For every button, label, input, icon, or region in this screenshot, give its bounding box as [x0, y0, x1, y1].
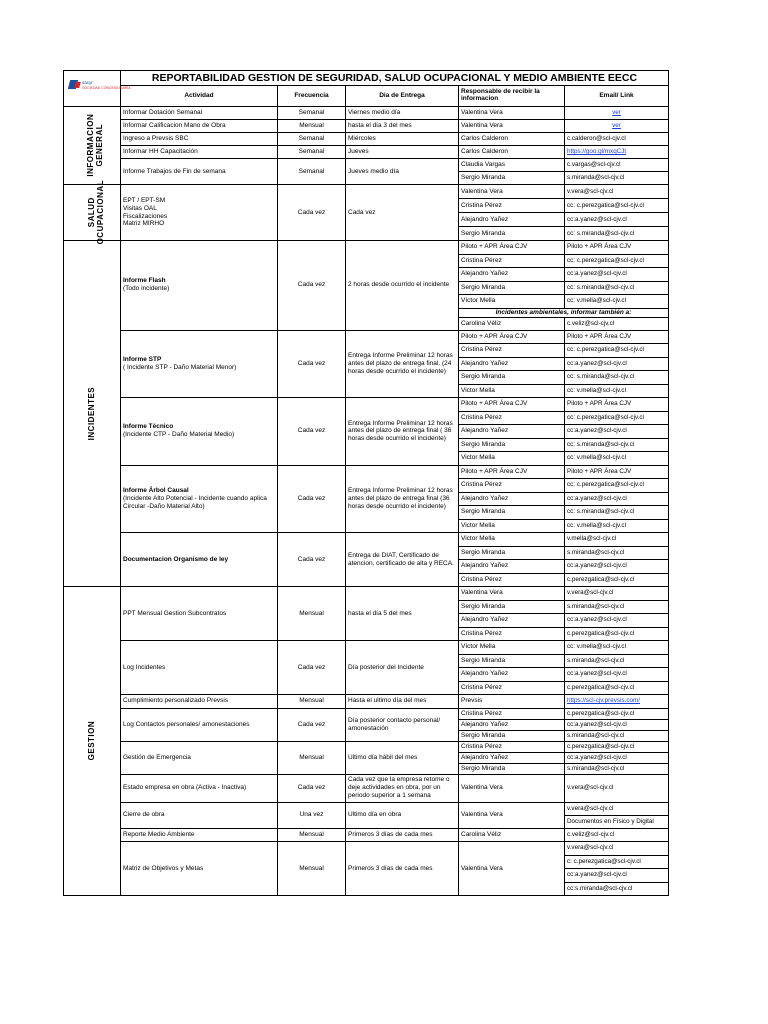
header-responsable: Responsable de recibir la informacion: [459, 86, 565, 107]
email-cell: [565, 227, 669, 241]
responsible-cell: Cristina Pérez: [459, 627, 565, 641]
responsible-cell: Cristina Pérez: [459, 708, 565, 719]
delivery-day-cell: Cada vez que la empresa retome o deje actividades en obra, por un periodo superior a 1 semana: [346, 774, 459, 802]
responsible-cell: Valentina Vera: [459, 774, 565, 802]
responsible-cell: Alejandro Yañez: [459, 492, 565, 506]
ambiental-note: Incidentes ambientales, informar también a:: [459, 308, 669, 317]
activity-line: EPT / EPT-SM: [123, 196, 166, 204]
email-cell: [565, 241, 669, 255]
frequency-cell: Cada vez: [278, 330, 346, 398]
activity-cell: Cierre de obra: [121, 802, 278, 828]
email-cell: [565, 627, 669, 641]
delivery-day-cell: Cada vez: [346, 185, 459, 241]
delivery-day-cell: Jueves medio día: [346, 159, 459, 185]
info-general-row: [64, 107, 669, 120]
email-text: cc:a.yanez@scl-cjv.cl: [567, 494, 627, 502]
email-text: c.perezgatica@scl-cjv.cl: [567, 742, 635, 750]
email-text: Piloto + APR Área CJV: [567, 243, 632, 251]
email-cell: [565, 506, 669, 520]
email-text: c.perezgatica@scl-cjv.cl: [567, 683, 635, 691]
responsible-cell: Cristina Pérez: [459, 479, 565, 493]
activity-cell: [121, 533, 278, 587]
email-cell: [565, 398, 669, 412]
activity-line: Matriz MIRHO: [123, 220, 165, 228]
incident-row: [64, 330, 669, 344]
table-body: [64, 71, 669, 896]
frequency-cell: Cada vez: [278, 185, 346, 241]
activity-cell: Log Contactos personales/ amonestaciones: [121, 708, 278, 741]
responsible-cell: Carolina Véliz: [459, 828, 565, 842]
email-text: v.mella@scl-cjv.cl: [567, 535, 617, 543]
frequency-cell: Cada vez: [278, 398, 346, 466]
email-cell: [565, 641, 669, 655]
info-general-row: [64, 133, 669, 146]
email-text: cc: v.mella@scl-cjv.cl: [567, 454, 626, 462]
email-cell: [565, 842, 669, 856]
delivery-day-cell: Jueves: [346, 146, 459, 159]
activity-cell: Informe Trabajos de Fin de semana: [121, 159, 278, 185]
delivery-day-cell: Miércoles: [346, 133, 459, 146]
email-cell: [565, 587, 669, 601]
email-text: cc: v.mella@scl-cjv.cl: [567, 643, 626, 651]
email-link[interactable]: [565, 146, 669, 159]
email-cell: [565, 560, 669, 574]
email-cell: [565, 425, 669, 439]
email-cell: [565, 763, 669, 774]
logo-brand-text: sacyr: [82, 79, 93, 85]
section-label: INFORMACION GENERAL: [86, 113, 105, 177]
responsible-cell: Prevsis: [459, 695, 565, 709]
activity-cell: PPT Mensual Gestion Subcontratos: [121, 587, 278, 641]
responsible-cell: Sergio Miranda: [459, 438, 565, 452]
activity-cell: Informar HH Capacitación: [121, 146, 278, 159]
responsible-cell: Sergio Miranda: [459, 730, 565, 741]
activity-cell: [121, 398, 278, 466]
email-cell: [565, 465, 669, 479]
responsible-cell: Carlos Calderon: [459, 146, 565, 159]
frequency-cell: Una vez: [278, 802, 346, 828]
section-label: SALUD OCUPACIONAL: [87, 179, 106, 245]
email-cell: [565, 438, 669, 452]
responsible-cell: Piloto + APR Área CJV: [459, 241, 565, 255]
email-cell: [565, 281, 669, 295]
section-info-general: [64, 107, 121, 185]
email-text: cc:s.miranda@scl-cjv.cl: [567, 884, 633, 892]
activity-subtitle: (Incidente Alto Potencial - Incidente cuando aplica Circular -Daño Material Alto): [123, 494, 267, 510]
email-text: cc: c.perezgatica@scl-cjv.cl: [567, 256, 644, 264]
gestion-row: [64, 708, 669, 719]
frequency-cell: Cada vez: [278, 774, 346, 802]
email-cell: [565, 492, 669, 506]
email-cell: [565, 254, 669, 268]
activity-cell: Log Incidentes: [121, 641, 278, 695]
email-text: c.veliz@scl-cjv.cl: [567, 830, 615, 838]
incident-row: [64, 398, 669, 412]
delivery-day-cell: Hasta el ultimo día del mes: [346, 695, 459, 709]
responsible-cell: Valentina Vera: [459, 802, 565, 828]
responsible-cell: Piloto + APR Área CJV: [459, 465, 565, 479]
activity-cell: Informar Calificacion Mano de Obra: [121, 120, 278, 133]
delivery-day-cell: hasta el día 3 del mes: [346, 120, 459, 133]
activity-title: Informe Árbol Causal: [123, 487, 189, 495]
email-cell: [565, 344, 669, 358]
responsible-cell: Claudia Vargas: [459, 159, 565, 172]
delivery-day-cell: Entrega Informe Preliminar 12 horas antes del plazo de entrega final. (24 horas desde ocurrido el incidente): [346, 330, 459, 398]
responsible-cell: Sergio Miranda: [459, 546, 565, 560]
responsible-cell: Valentina Vera: [459, 185, 565, 199]
frequency-cell: Semanal: [278, 133, 346, 146]
delivery-day-cell: Día posterior del Incidente: [346, 641, 459, 695]
section-salud-ocupacional: [64, 179, 121, 245]
email-text: v.vera@scl-cjv.cl: [567, 844, 614, 852]
email-cell: [565, 815, 669, 828]
delivery-day-cell: Día posterior contacto personal/ amonestación: [346, 708, 459, 741]
email-text: s.miranda@scl-cjv.cl: [567, 602, 625, 610]
responsible-cell: Victor Mella: [459, 519, 565, 533]
responsible-cell: Alejandro Yañez: [459, 719, 565, 730]
link-text[interactable]: ver: [612, 109, 621, 117]
email-cell: [565, 159, 669, 172]
activity-subtitle: ( Incidente STP - Daño Material Menor): [123, 363, 237, 371]
email-text: Piloto + APR Área CJV: [567, 400, 632, 408]
email-cell: [565, 802, 669, 815]
activity-cell: Matriz de Objetivos y Metas: [121, 842, 278, 896]
company-logo: [64, 71, 131, 107]
delivery-day-cell: Viernes medio día: [346, 107, 459, 120]
frequency-cell: Mensual: [278, 828, 346, 842]
email-cell: [565, 774, 669, 802]
activity-line: Fiscalizaciones: [123, 212, 168, 220]
email-text: cc:a.yanez@scl-cjv.cl: [567, 753, 627, 761]
frequency-cell: Semanal: [278, 159, 346, 185]
email-text: cc:a.yanez@scl-cjv.cl: [567, 720, 627, 728]
responsible-cell: Sergio Miranda: [459, 371, 565, 385]
email-cell: [565, 681, 669, 695]
email-text: cc: c.perezgatica@scl-cjv.cl: [567, 201, 644, 209]
responsible-cell: Valentina Vera: [459, 107, 565, 120]
email-text: v.vera@scl-cjv.cl: [567, 804, 614, 812]
email-text: v.vera@scl-cjv.cl: [567, 187, 614, 195]
responsible-cell: Sergio Miranda: [459, 763, 565, 774]
responsible-cell: Alejandro Yañez: [459, 213, 565, 227]
email-link[interactable]: [565, 695, 669, 709]
page-title: REPORTABILIDAD GESTION DE SEGURIDAD, SALUD OCUPACIONAL Y MEDIO AMBIENTE EECC: [121, 71, 669, 86]
responsible-cell: Alejandro Yañez: [459, 752, 565, 763]
email-link[interactable]: [565, 107, 669, 120]
email-text: cc:a.yanez@scl-cjv.cl: [567, 562, 627, 570]
email-cell: [565, 719, 669, 730]
email-cell: [565, 730, 669, 741]
activity-cell: [121, 330, 278, 398]
email-text: c.calderon@scl-cjv.cl: [567, 135, 626, 143]
email-text: Documentos en Físico y Digital: [567, 817, 654, 825]
activity-title: Informe Flash: [123, 277, 166, 285]
email-cell: [565, 479, 669, 493]
frequency-cell: Semanal: [278, 107, 346, 120]
responsible-cell: Valentina Vera: [459, 587, 565, 601]
email-link[interactable]: [565, 120, 669, 133]
email-cell: [565, 357, 669, 371]
responsible-cell: Alejandro Yañez: [459, 268, 565, 282]
responsible-cell: Valentina Vera: [459, 842, 565, 896]
email-cell: [565, 452, 669, 466]
email-text: cc: s.miranda@scl-cjv.cl: [567, 508, 635, 516]
email-text: s.miranda@scl-cjv.cl: [567, 764, 625, 772]
email-text: v.vera@scl-cjv.cl: [567, 589, 614, 597]
email-cell: [565, 855, 669, 869]
responsible-cell: Víctor Mella: [459, 641, 565, 655]
email-text: cc: v.mella@scl-cjv.cl: [567, 386, 626, 394]
email-text: s.miranda@scl-cjv.cl: [567, 174, 625, 182]
email-text: cc: s.miranda@scl-cjv.cl: [567, 283, 635, 291]
incident-row: [64, 241, 669, 255]
responsible-cell: Victor Mella: [459, 533, 565, 547]
email-cell: [565, 371, 669, 385]
responsible-cell: Victor Mella: [459, 452, 565, 466]
responsible-cell: Cristina Pérez: [459, 344, 565, 358]
responsible-cell: Víctor Mella: [459, 295, 565, 309]
email-text: c.perezgatica@scl-cjv.cl: [567, 709, 635, 717]
email-text: cc:a.yanez@scl-cjv.cl: [567, 871, 627, 879]
frequency-cell: Semanal: [278, 146, 346, 159]
email-cell: [565, 741, 669, 752]
header-email: Email/ Link: [565, 86, 669, 107]
email-text: cc:a.yanez@scl-cjv.cl: [567, 359, 627, 367]
email-cell: [565, 199, 669, 213]
email-text: c: c.perezgatica@scl-cjv.cl: [567, 857, 641, 865]
email-text: v.vera@scl-cjv.cl: [567, 784, 614, 792]
delivery-day-cell: Primeros 3 días de cada mes: [346, 828, 459, 842]
activity-cell: Cumplimiento personalizado Prevsis: [121, 695, 278, 709]
email-cell: [565, 546, 669, 560]
email-text: cc: s.miranda@scl-cjv.cl: [567, 229, 635, 237]
frequency-cell: Cada vez: [278, 641, 346, 695]
gestion-row: [64, 842, 669, 856]
responsible-cell: Cristina Pérez: [459, 573, 565, 587]
frequency-cell: Cada vez: [278, 465, 346, 533]
gestion-row: [64, 741, 669, 752]
link-text[interactable]: ver: [612, 122, 621, 130]
email-text: cc: v.mella@scl-cjv.cl: [567, 521, 626, 529]
email-text: Piloto + APR Área CJV: [567, 332, 632, 340]
email-text: cc: c.perezgatica@scl-cjv.cl: [567, 481, 644, 489]
frequency-cell: Mensual: [278, 120, 346, 133]
responsible-cell: Sergio Miranda: [459, 227, 565, 241]
email-cell: [565, 752, 669, 763]
email-text: cc:a.yanez@scl-cjv.cl: [567, 270, 627, 278]
email-cell: [565, 533, 669, 547]
email-cell: [565, 330, 669, 344]
activity-subtitle: (Todo incidente): [123, 285, 170, 293]
responsible-cell: Cristina Pérez: [459, 199, 565, 213]
header-row: [64, 86, 669, 107]
activity-title: Informe STP: [123, 355, 162, 363]
responsible-cell: Victor Mella: [459, 384, 565, 398]
delivery-day-cell: Entrega de DIAT, Certificado de atencion, certificado de alta y RECA.: [346, 533, 459, 587]
header-dia: Dia de Entrega: [346, 86, 459, 107]
email-cell: [565, 172, 669, 185]
responsible-cell: Alejandro Yañez: [459, 668, 565, 682]
email-cell: [565, 317, 669, 330]
responsible-cell: Piloto + APR Área CJV: [459, 330, 565, 344]
activity-cell: [121, 465, 278, 533]
email-text: cc:a.yanez@scl-cjv.cl: [567, 215, 627, 223]
delivery-day-cell: Ultimo día en obra: [346, 802, 459, 828]
responsible-cell: Carolina Véliz: [459, 317, 565, 330]
email-cell: [565, 519, 669, 533]
responsible-cell: Cristina Pérez: [459, 411, 565, 425]
email-text: cc: s.miranda@scl-cjv.cl: [567, 373, 635, 381]
email-text: Piloto + APR Área CJV: [567, 467, 632, 475]
responsible-cell: Cristina Pérez: [459, 254, 565, 268]
link-text[interactable]: https://goo.gl/mxqCJt: [567, 148, 627, 156]
frequency-cell: Mensual: [278, 741, 346, 774]
email-text: cc:a.yanez@scl-cjv.cl: [567, 427, 627, 435]
section-incidentes: [64, 241, 121, 587]
header-actividad: Actividad: [121, 86, 278, 107]
email-text: cc: v.mella@scl-cjv.cl: [567, 297, 626, 305]
frequency-cell: Cada vez: [278, 708, 346, 741]
responsible-cell: Sergio Miranda: [459, 172, 565, 185]
section-gestion: [64, 587, 121, 896]
activity-cell: [121, 185, 278, 241]
responsible-cell: Carlos Calderon: [459, 133, 565, 146]
gestion-row: [64, 695, 669, 709]
frequency-cell: Mensual: [278, 695, 346, 709]
delivery-day-cell: 2 horas desde ocurrido el incidente: [346, 241, 459, 331]
email-text: cc: c.perezgatica@scl-cjv.cl: [567, 346, 644, 354]
reportability-table: [63, 70, 669, 896]
responsible-cell: Sergio Miranda: [459, 281, 565, 295]
responsible-cell: Cristina Pérez: [459, 681, 565, 695]
activity-cell: Estado empresa en obra (Activa - Inactiva): [121, 774, 278, 802]
frequency-cell: Mensual: [278, 587, 346, 641]
email-cell: [565, 654, 669, 668]
email-text: c.perezgatica@scl-cjv.cl: [567, 629, 635, 637]
info-general-row: [64, 120, 669, 133]
responsible-cell: Valentina Vera: [459, 120, 565, 133]
delivery-day-cell: Primeros 3 días de cada mes: [346, 842, 459, 896]
incident-row: [64, 465, 669, 479]
email-text: cc:a.yanez@scl-cjv.cl: [567, 616, 627, 624]
email-text: cc: s.miranda@scl-cjv.cl: [567, 440, 635, 448]
email-cell: [565, 869, 669, 883]
gestion-row: [64, 802, 669, 815]
gestion-row: [64, 828, 669, 842]
email-cell: [565, 133, 669, 146]
activity-line: Visitas OAL: [123, 204, 157, 212]
gestion-row: [64, 641, 669, 655]
responsible-cell: Alejandro Yañez: [459, 357, 565, 371]
email-text: cc: c.perezgatica@scl-cjv.cl: [567, 413, 644, 421]
email-cell: [565, 614, 669, 628]
frequency-cell: Cada vez: [278, 533, 346, 587]
frequency-cell: Cada vez: [278, 241, 346, 331]
salud-row: [64, 185, 669, 199]
logo-accent-icon: [74, 82, 81, 88]
section-label: GESTION: [87, 720, 97, 761]
delivery-day-cell: Ultimo día hábil del mes: [346, 741, 459, 774]
link-text[interactable]: https://scl-cjv.prevsis.com/: [567, 697, 641, 705]
activity-cell: [121, 241, 278, 331]
email-text: s.miranda@scl-cjv.cl: [567, 656, 625, 664]
email-text: c.vargas@scl-cjv.cl: [567, 161, 621, 169]
responsible-cell: Sergio Miranda: [459, 506, 565, 520]
title-row: [64, 71, 669, 86]
responsible-cell: Sergio Miranda: [459, 600, 565, 614]
email-cell: [565, 668, 669, 682]
email-cell: [565, 828, 669, 842]
activity-cell: Informar Dotación Semanal: [121, 107, 278, 120]
email-cell: [565, 600, 669, 614]
email-text: s.miranda@scl-cjv.cl: [567, 548, 625, 556]
delivery-day-cell: hasta el día 5 del mes: [346, 587, 459, 641]
info-general-row: [64, 146, 669, 159]
activity-cell: Reporte Medio Ambiente: [121, 828, 278, 842]
email-cell: [565, 708, 669, 719]
email-cell: [565, 213, 669, 227]
gestion-row: [64, 587, 669, 601]
activity-subtitle: (Incidente CTP - Daño Material Medio): [123, 431, 235, 439]
email-text: s.miranda@scl-cjv.cl: [567, 731, 625, 739]
email-cell: [565, 295, 669, 309]
email-cell: [565, 573, 669, 587]
responsible-cell: Alejandro Yañez: [459, 614, 565, 628]
frequency-cell: Mensual: [278, 842, 346, 896]
email-text: c.perezgatica@scl-cjv.cl: [567, 575, 635, 583]
responsible-cell: Piloto + APR Área CJV: [459, 398, 565, 412]
responsible-cell: Alejandro Yañez: [459, 560, 565, 574]
activity-cell: Ingreso a Prevsis SBC: [121, 133, 278, 146]
logo-sub-text: SOCIEDAD CONCESIONARIA: [82, 85, 131, 90]
gestion-row: [64, 774, 669, 802]
delivery-day-cell: Entrega Informe Preliminar 12 horas antes del plazo de entrega final ( 36 horas desde ocurrido el incidente): [346, 398, 459, 466]
email-cell: [565, 411, 669, 425]
responsible-cell: Sergio Miranda: [459, 654, 565, 668]
email-cell: [565, 268, 669, 282]
activity-title: Documentacion Organismo de ley: [123, 555, 229, 563]
email-cell: [565, 882, 669, 896]
incident-row: [64, 533, 669, 547]
delivery-day-cell: Entrega Informe Preliminar 12 horas antes del plazo de entrega final (36 horas desde ocurrido el incidente): [346, 465, 459, 533]
section-label: INCIDENTES: [87, 386, 97, 440]
header-frecuencia: Frecuencia: [278, 86, 346, 107]
activity-cell: Gestión de Emergencia: [121, 741, 278, 774]
email-cell: [565, 384, 669, 398]
activity-title: Informe Técnico: [123, 423, 174, 431]
info-general-row: [64, 159, 669, 172]
email-cell: [565, 185, 669, 199]
responsible-cell: Cristina Pérez: [459, 741, 565, 752]
email-text: c.veliz@scl-cjv.cl: [567, 319, 615, 327]
email-text: cc:a.yanez@scl-cjv.cl: [567, 670, 627, 678]
responsible-cell: Alejandro Yañez: [459, 425, 565, 439]
